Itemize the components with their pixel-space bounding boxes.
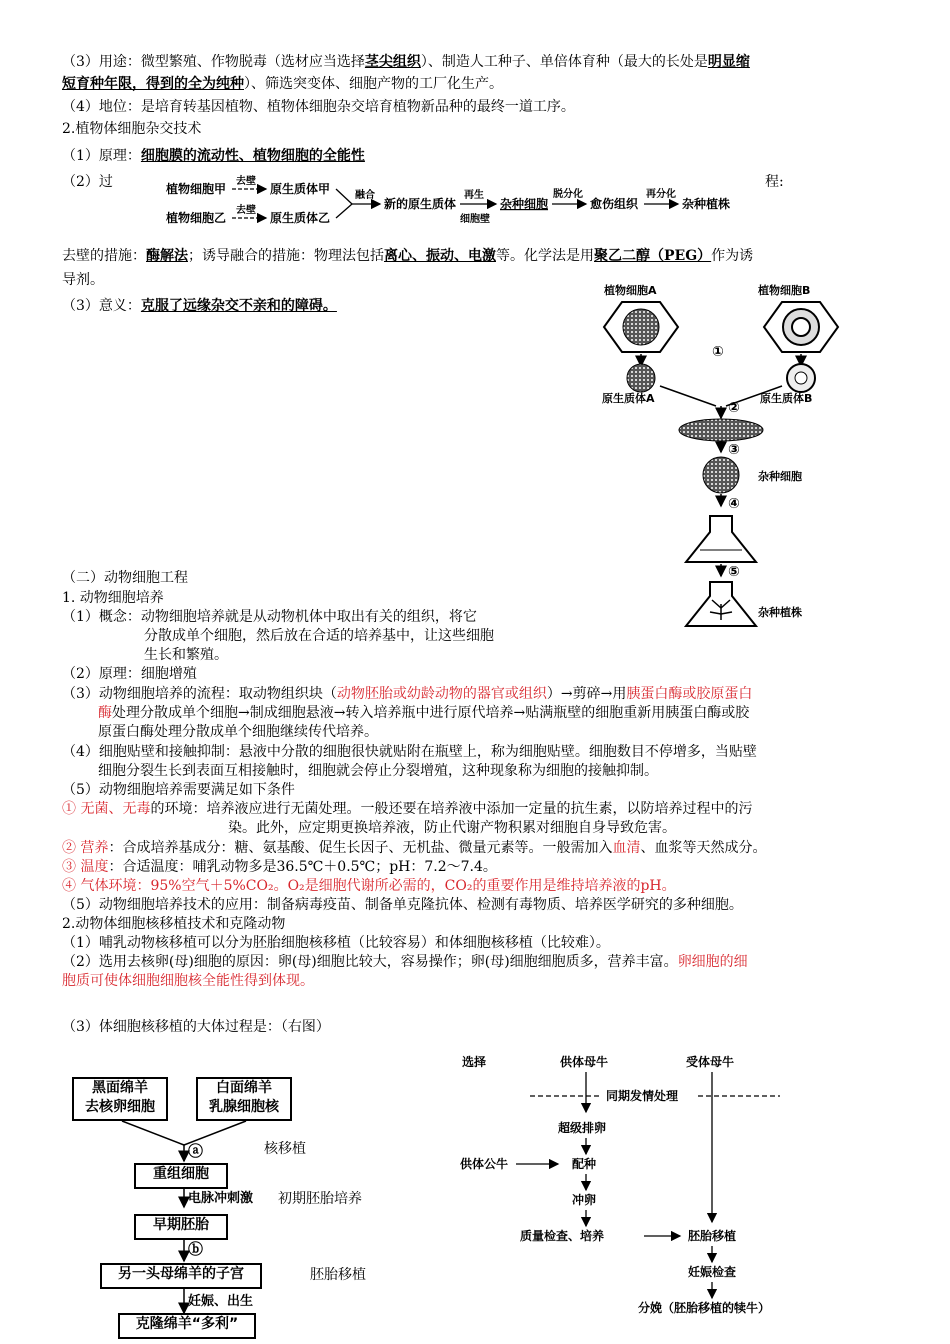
flow-new-proto: 新的原生质体	[384, 197, 457, 211]
et-donor: 供体母牛	[560, 1055, 609, 1069]
et-transfer: 胚胎移植	[688, 1229, 737, 1243]
clone-step-a: ⓐ	[188, 1142, 204, 1160]
clone-box-dolly: 克隆绵羊“多利”	[118, 1313, 256, 1339]
animal-flow-line-1	[62, 684, 752, 704]
principle-key: 细胞膜的流动性、植物细胞的全能性	[140, 148, 365, 164]
animal-flow-text: （3）动物细胞培养的流程：取动物组织块（	[62, 686, 337, 702]
clone-box-enucleated-egg	[72, 1077, 168, 1121]
condition-1-line-2: 染。此外，应定期更换培养液，防止代谢产物积累对细胞自身导致危害。	[228, 820, 676, 836]
fig-cell-b-label: 植物细胞B	[758, 284, 811, 297]
somatic-hybridization-figure	[590, 282, 870, 632]
use-line-2	[62, 74, 503, 94]
clone-box-2-line-1: 白面绵羊	[216, 1080, 272, 1096]
embryo-transfer-diagram	[440, 1050, 860, 1340]
fig-step-4: ④	[728, 496, 740, 512]
nt-line-2	[62, 952, 748, 972]
clone-box-1-line-2: 去核卵细胞	[85, 1099, 155, 1115]
condition-3-text: ：合适温度：哺乳动物多是36.5℃＋0.5℃；pH：7.2～7.4。	[108, 859, 497, 875]
et-recipient: 受体母牛	[686, 1055, 735, 1069]
flow-callus: 愈伤组织	[590, 197, 639, 211]
animal-flow-red-3: 酶	[98, 705, 112, 721]
clone-box-uterus: 另一头母绵羊的子宫	[100, 1263, 262, 1289]
process-label-end: 程:	[765, 174, 784, 190]
fig-plant-label: 杂种植株	[758, 606, 802, 619]
flow-hybrid-cell: 杂种细胞	[500, 197, 549, 211]
condition-3	[62, 857, 497, 877]
clone-embryo-transfer-label: 胚胎移植	[310, 1267, 366, 1283]
clone-nuc-transfer-label: 核移植	[264, 1141, 306, 1157]
condition-2-label: ② 营养	[62, 840, 109, 856]
use-text: （3）用途：微型繁殖、作物脱毒（选材应当选择	[62, 54, 365, 70]
use-key-1: 茎尖组织	[364, 54, 421, 70]
wall-line	[62, 246, 753, 266]
animal-flow-text-2: 处理分散成单个细胞→制成细胞悬液→转入培养瓶中进行原代培养→贴满瓶壁的细胞重新用胰蛋白酶或胶	[112, 705, 750, 721]
use-text-mid: ）、制造人工种子、单倍体育种（最大的长处是	[420, 54, 708, 70]
animal-heading-2: 2.动物体细胞核移植技术和克隆动物	[62, 916, 286, 932]
nt-process-heading: （3）体细胞核移植的大体过程是：（右图）	[62, 1019, 330, 1035]
fig-proto-a-label: 原生质体A	[602, 392, 655, 405]
clone-box-early-embryo: 早期胚胎	[134, 1214, 228, 1240]
et-quality-check: 质量检查、培养	[520, 1229, 605, 1243]
wall-text-3: 作为诱	[711, 248, 754, 264]
meaning-label: （3）意义：	[62, 298, 141, 314]
heading-plant-hybrid: 2.植物体细胞杂交技术	[62, 121, 202, 137]
et-pregnancy-check: 妊娠检查	[688, 1265, 737, 1279]
contact-line-2: 细胞分裂生长到表面互相接触时，细胞就会停止分裂增殖，这种现象称为细胞的接触抑制。	[98, 763, 658, 779]
wall-line-2: 导剂。	[62, 272, 104, 288]
clone-pregnant: 妊娠、出生	[188, 1294, 254, 1309]
wall-key-3: 聚乙二醇（PEG）	[594, 248, 712, 264]
animal-title: （二）动物细胞工程	[62, 570, 188, 586]
contact-line-1: （4）细胞贴壁和接触抑制：悬液中分散的细胞很快就贴附在瓶壁上，称为细胞贴壁。细胞数目不停增多，当贴壁	[62, 744, 757, 760]
fig-step-5: ⑤	[728, 564, 740, 580]
flow-hybrid-plant: 杂种植株	[682, 197, 731, 211]
animal-heading-1: 1. 动物细胞培养	[62, 590, 164, 606]
meaning-line	[62, 296, 337, 316]
fig-proto-a	[627, 364, 655, 392]
hybrid-process-diagram	[160, 170, 750, 238]
meaning-key: 克服了远缘杂交不亲和的障碍。	[140, 298, 337, 314]
wall-text-2: 等。化学法是用	[496, 248, 594, 264]
animal-principle: （2）原理：细胞增殖	[62, 666, 197, 682]
fig-proto-b-label: 原生质体B	[760, 392, 813, 405]
flow-cell-a: 植物细胞甲	[166, 182, 227, 196]
fig-flask-1	[686, 516, 756, 562]
concept-line-2: 分散成单个细胞，然后放在合适的培养基中，让这些细胞	[144, 628, 494, 644]
principle-line	[62, 146, 365, 166]
concept-line-3: 生长和繁殖。	[144, 647, 228, 663]
fig-cell-a-label: 植物细胞A	[604, 284, 657, 297]
flow-proto-a: 原生质体甲	[270, 182, 331, 196]
clone-box-2-line-2: 乳腺细胞核	[209, 1099, 279, 1115]
fig-fusing-cells	[679, 419, 763, 441]
clone-early-culture-label: 初期胚胎培养	[278, 1191, 362, 1207]
use-key-2b: 短育种年限，得到的全为纯种	[62, 76, 244, 92]
flow-regen-1: 再生	[464, 190, 484, 201]
et-flush: 冲卵	[572, 1193, 597, 1207]
flow-remove-wall-2: 去壁	[236, 205, 256, 216]
clone-step-b: ⓑ	[188, 1240, 204, 1258]
process-label: （2）过	[62, 174, 113, 190]
flow-fusion: 融合	[355, 190, 375, 201]
condition-2-text: ：合成培养基成分：糖、氨基酸、促生长因子、无机盐、微量元素等。一般需加入	[108, 840, 613, 856]
use-line	[62, 52, 750, 72]
wall-text: ；诱导融合的措施：物理法包括	[188, 248, 384, 264]
animal-flow-mid: ）→剪碎→用	[546, 686, 627, 702]
fig-hybrid-cell	[703, 457, 739, 493]
nt-line-2-text: （2）选用去核卵(母)细胞的原因：卵(母)细胞比较大，容易操作；卵(母)细胞细胞质多，营养丰富。	[62, 954, 678, 970]
fig-step-3: ③	[728, 442, 740, 458]
fig-step-1: ①	[712, 344, 724, 360]
flow-rediff: 再分化	[646, 189, 676, 200]
et-sync: 同期发情处理	[606, 1089, 679, 1103]
et-select: 选择	[462, 1055, 487, 1069]
flow-remove-wall-1: 去壁	[236, 176, 256, 187]
nt-line-1: （1）哺乳动物核移植可以分为胚胎细胞核移植（比较容易）和体细胞核移植（比较难）。	[62, 935, 610, 951]
principle-label: （1）原理：	[62, 148, 141, 164]
flow-proto-b: 原生质体乙	[270, 211, 331, 225]
nt-line-3: 胞质可使体细胞细胞核全能性得到体现。	[62, 973, 314, 989]
condition-1-label: ① 无菌、无毒	[62, 801, 151, 817]
condition-2	[62, 838, 766, 858]
animal-flow-red-1: 动物胚胎或幼龄动物的器官或组织	[336, 686, 547, 702]
et-mating: 配种	[572, 1157, 597, 1171]
animal-flow-red-2: 胰蛋白酶或胶原蛋白	[626, 686, 753, 702]
clone-box-nucleus	[196, 1077, 292, 1121]
et-superovulation: 超级排卵	[558, 1121, 607, 1135]
clone-shock: 电脉冲刺激	[188, 1191, 254, 1206]
et-bull: 供体公牛	[460, 1157, 509, 1171]
flow-cell-b: 植物细胞乙	[166, 211, 227, 225]
fig-hybrid-label: 杂种细胞	[758, 470, 802, 483]
conditions-heading: （5）动物细胞培养需要满足如下条件	[62, 782, 295, 798]
status-line: （4）地位：是培育转基因植物、植物体细胞杂交培育植物新品种的最终一道工序。	[62, 99, 575, 115]
condition-1-text: 的环境：培养液应进行无菌处理。一般还要在培养液中添加一定量的抗生素，以防培养过程中的污	[150, 801, 753, 817]
condition-4: ④ 气体环境：95%空气＋5%CO₂。O₂是细胞代谢所必需的，CO₂的重要作用是维持培养液的pH。	[62, 878, 676, 894]
nt-line-2-red: 卵细胞的细	[677, 954, 748, 970]
wall-key-1: 酶解法	[146, 248, 188, 264]
condition-2-post: 、血浆等天然成分。	[640, 840, 767, 856]
clone-box-1-line-1: 黑面绵羊	[92, 1080, 148, 1096]
condition-3-label: ③ 温度	[62, 859, 109, 875]
application-line: （5）动物细胞培养技术的应用：制备病毒疫苗、制备单克隆抗体、检测有毒物质、培养医学研究的多种细胞。	[62, 897, 743, 913]
condition-2-serum: 血清	[612, 840, 641, 856]
fig-step-2: ②	[728, 400, 740, 416]
animal-flow-line-2	[98, 703, 749, 723]
use-text-post: ）、筛选突变体、细胞产物的工厂化生产。	[244, 76, 503, 92]
flow-dediff: 脱分化	[553, 189, 583, 200]
clone-box-recombinant: 重组细胞	[134, 1163, 228, 1189]
wall-label: 去壁的措施：	[62, 248, 146, 264]
concept-line-1: （1）概念：动物细胞培养就是从动物机体中取出有关的组织，将它	[62, 609, 477, 625]
wall-key-2: 离心、振动、电激	[384, 248, 496, 264]
condition-1	[62, 799, 752, 819]
use-key-2a: 明显缩	[707, 54, 750, 70]
et-birth: 分娩（胚胎移植的犊牛）	[638, 1301, 771, 1315]
flow-regen-2: 细胞壁	[460, 214, 490, 225]
animal-flow-line-3: 原蛋白酶处理分散成单个细胞继续传代培养。	[98, 724, 378, 740]
